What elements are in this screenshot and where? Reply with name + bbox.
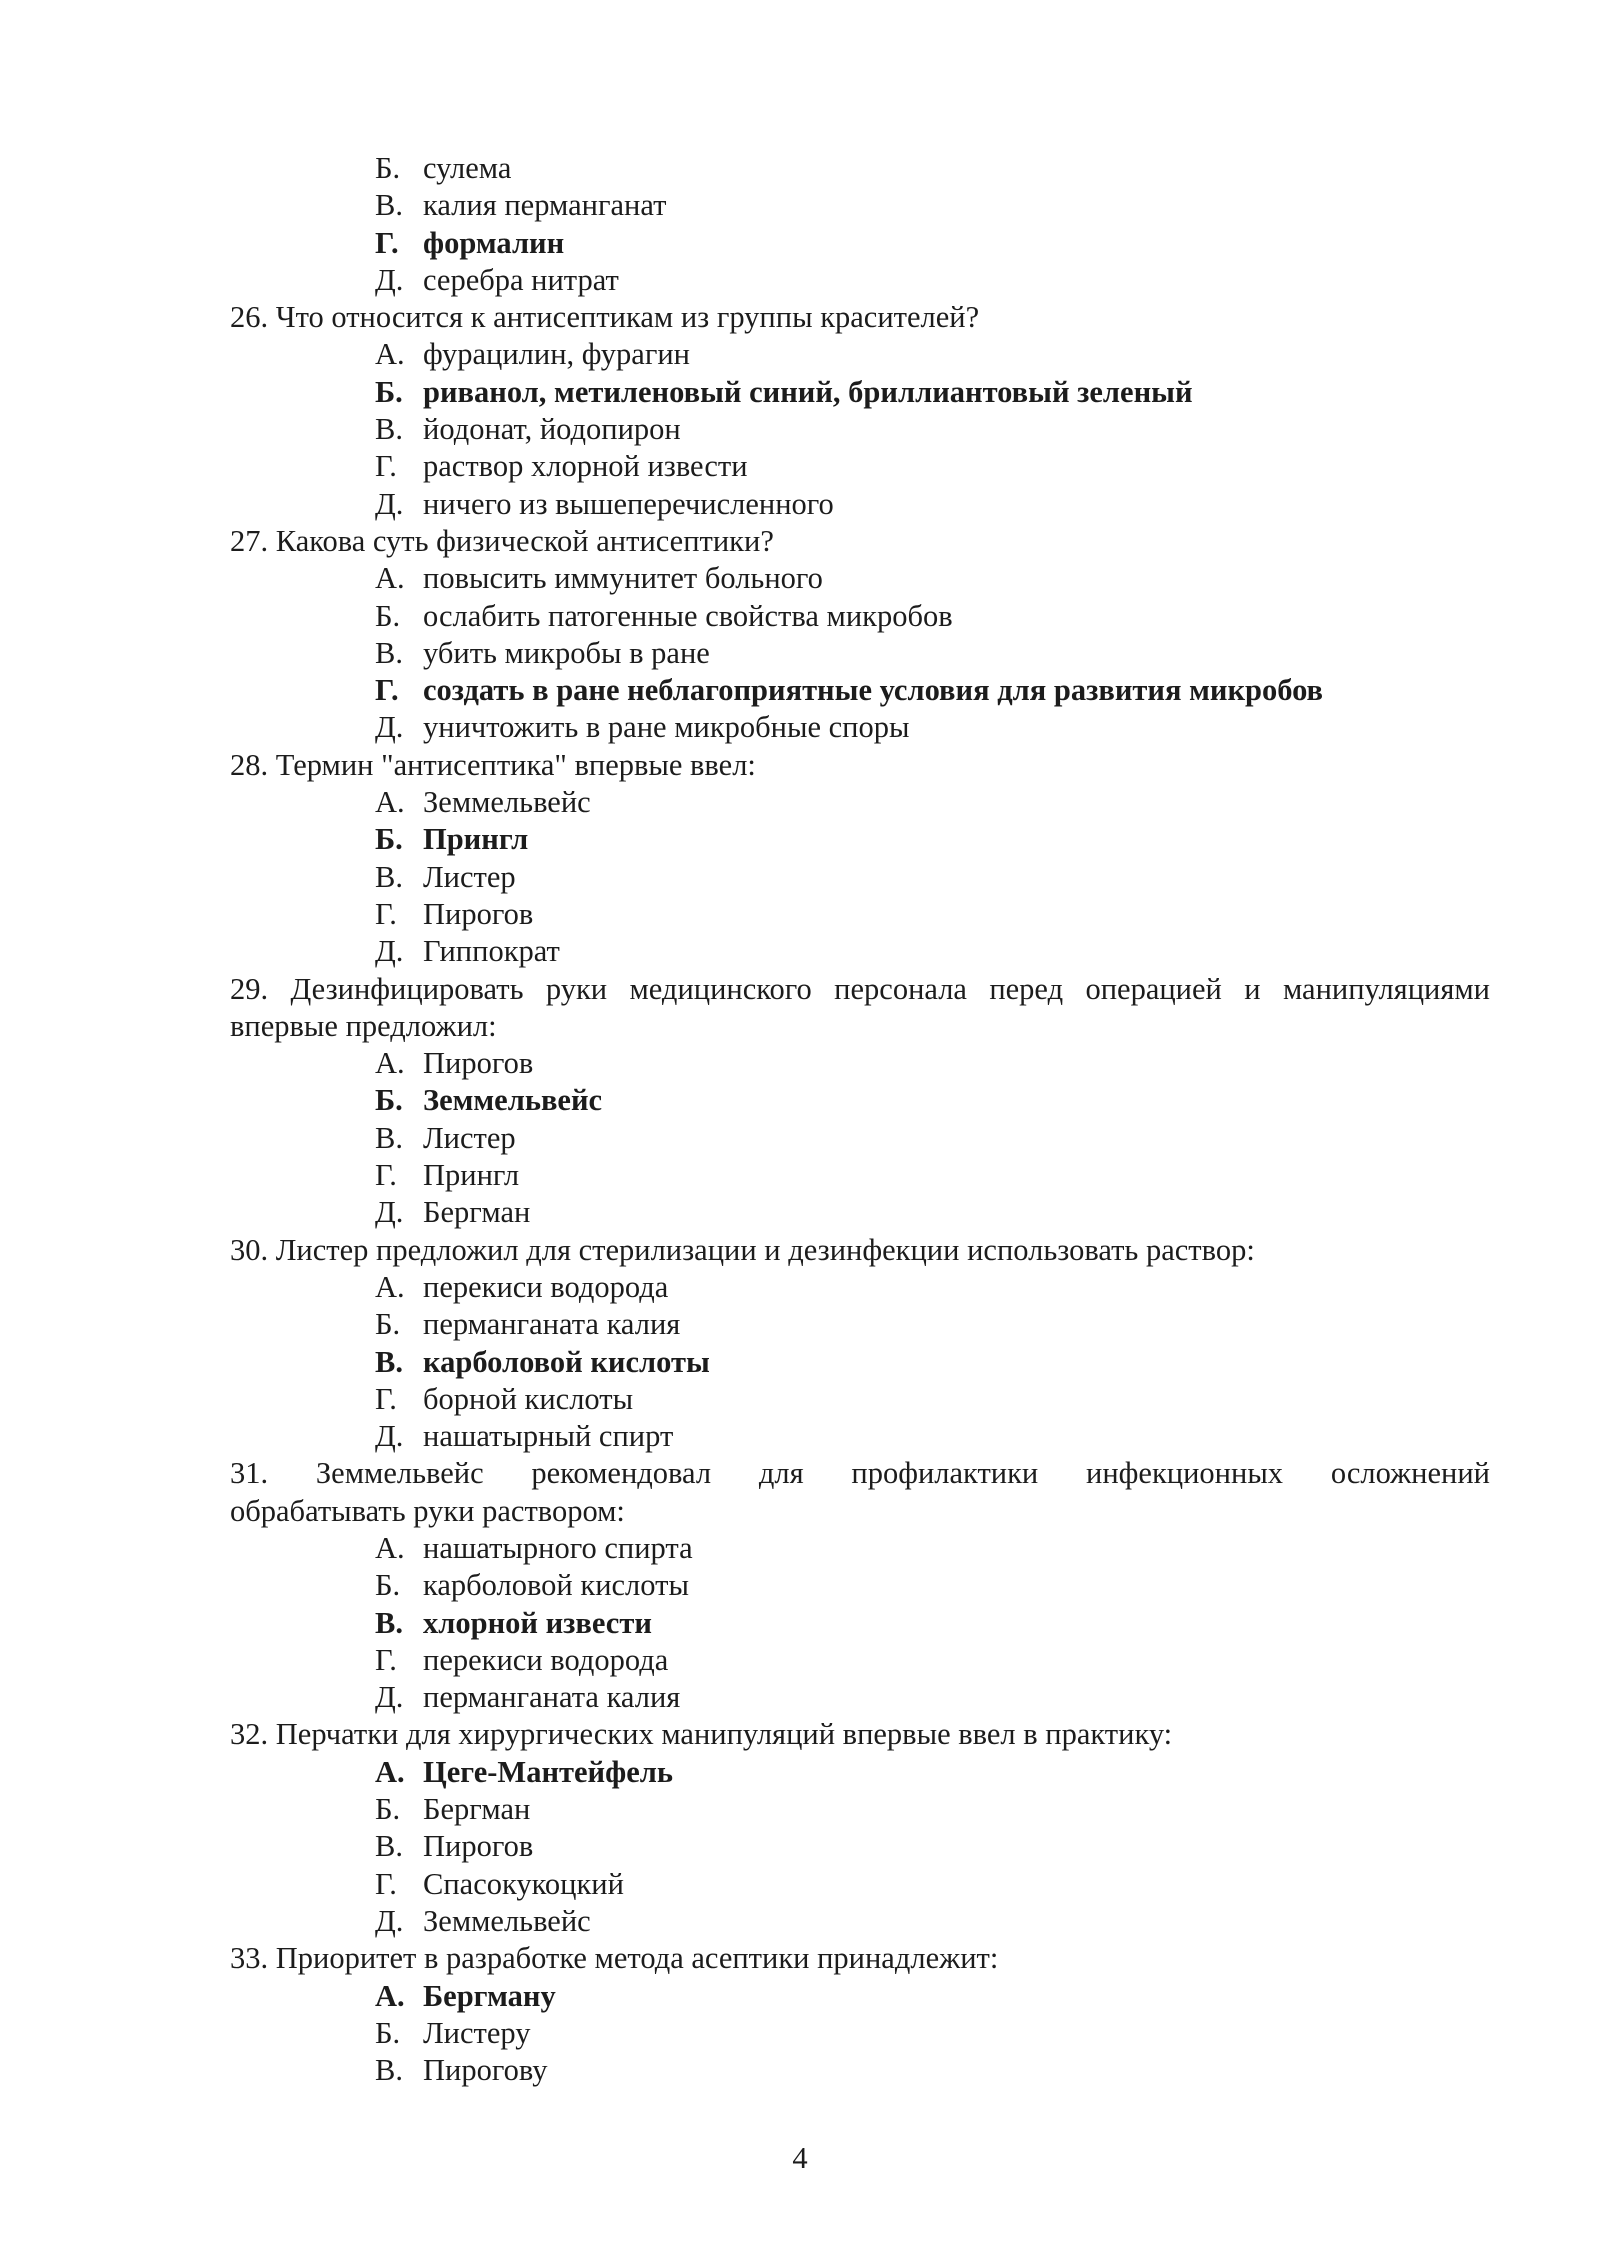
option-text: ничего из вышеперечисленного: [423, 486, 834, 521]
option-letter: А.: [375, 1046, 405, 1081]
option-text: перманганата калия: [423, 1680, 681, 1715]
option-letter: В.: [375, 412, 403, 447]
option-letter: Д.: [375, 934, 404, 969]
option-letter: Б.: [375, 822, 403, 857]
option-letter: А.: [375, 1978, 405, 2013]
option-letter: В.: [375, 1605, 403, 1640]
option-letter: Г.: [375, 1381, 397, 1416]
option-text: хлорной извести: [423, 1605, 652, 1640]
correct-answer-option: [230, 1754, 1490, 1791]
answer-option: [230, 1157, 1490, 1194]
answer-option: [230, 1120, 1490, 1157]
option-text: карболовой кислоты: [423, 1568, 689, 1603]
option-letter: Г.: [375, 225, 399, 260]
option-text: Земмельвейс: [423, 1083, 603, 1118]
answer-option: [230, 896, 1490, 933]
answer-option: [230, 262, 1490, 299]
option-text: Гиппократ: [423, 934, 560, 969]
answer-option: [230, 1381, 1490, 1418]
option-text: Пирогов: [423, 1829, 534, 1864]
question-text: 30. Листер предложил для стерилизации и дезинфекции использовать раствор:: [230, 1232, 1255, 1267]
answer-option: [230, 1045, 1490, 1082]
answer-option: [230, 1791, 1490, 1828]
option-letter: Д.: [375, 1419, 404, 1454]
option-text: борной кислоты: [423, 1381, 634, 1416]
option-text: Цеге-Мантейфель: [423, 1754, 673, 1789]
option-text: Листеру: [423, 2015, 531, 2050]
option-letter: Б.: [375, 1568, 401, 1603]
option-letter: Б.: [375, 1307, 401, 1342]
question-text-continuation: впервые предложил:: [230, 1008, 497, 1043]
answer-option: [230, 1903, 1490, 1940]
option-text: создать в ране неблагоприятные условия для развития микробов: [423, 673, 1324, 708]
option-letter: А.: [375, 785, 405, 820]
option-text: Пирогов: [423, 896, 534, 931]
answer-option: [230, 560, 1490, 597]
correct-answer-option: [230, 225, 1490, 262]
page-number: 4: [792, 2141, 808, 2175]
question-text: 33. Приоритет в разработке метода асептики принадлежит:: [230, 1941, 999, 1976]
option-text: перманганата калия: [423, 1307, 681, 1342]
correct-answer-option: [230, 1605, 1490, 1642]
correct-answer-option: [230, 374, 1490, 411]
question-text: 31. Земмельвейс рекомендовал для профилактики инфекционных осложнений: [230, 1456, 1490, 1491]
option-letter: В.: [375, 1829, 403, 1864]
option-text: перекиси водорода: [423, 1269, 669, 1304]
answer-option: [230, 1269, 1490, 1306]
option-text: карболовой кислоты: [423, 1344, 710, 1379]
option-text: нашатырного спирта: [423, 1530, 693, 1565]
option-letter: А.: [375, 561, 405, 596]
option-text: серебра нитрат: [423, 262, 619, 297]
question-text: 27. Какова суть физической антисептики?: [230, 523, 774, 558]
answer-option: [230, 598, 1490, 635]
option-text: Бергман: [423, 1792, 531, 1827]
question-text: 29. Дезинфицировать руки медицинского персонала перед операцией и манипуляциями: [230, 971, 1490, 1006]
option-letter: Б.: [375, 2015, 401, 2050]
option-text: Пирогов: [423, 1046, 534, 1081]
option-text: формалин: [423, 225, 565, 260]
option-letter: Д.: [375, 486, 404, 521]
question-list: [230, 150, 1490, 2089]
option-letter: Д.: [375, 1680, 404, 1715]
option-text: Земмельвейс: [423, 785, 591, 820]
option-letter: Б.: [375, 151, 401, 185]
option-text: Бергману: [423, 1978, 556, 2013]
option-letter: Б.: [375, 374, 403, 409]
option-letter: А.: [375, 337, 405, 372]
answer-option: [230, 1306, 1490, 1343]
answer-option: [230, 1828, 1490, 1865]
option-letter: В.: [375, 2053, 403, 2088]
answer-option: [230, 1194, 1490, 1231]
option-text: уничтожить в ране микробные споры: [423, 710, 910, 745]
option-letter: А.: [375, 1269, 405, 1304]
option-text: риванол, метиленовый синий, бриллиантовый зеленый: [423, 374, 1193, 409]
answer-option: [230, 1679, 1490, 1716]
answer-option: [230, 150, 1490, 187]
option-letter: Б.: [375, 1083, 403, 1118]
option-letter: А.: [375, 1530, 405, 1565]
option-text: Листер: [423, 1120, 516, 1155]
option-text: калия перманганат: [423, 188, 667, 223]
option-text: нашатырный спирт: [423, 1419, 674, 1454]
option-text: раствор хлорной извести: [423, 449, 748, 484]
option-text: Земмельвейс: [423, 1903, 591, 1938]
answer-option: [230, 635, 1490, 672]
answer-option: [230, 486, 1490, 523]
question-text-continuation: обрабатывать руки раствором:: [230, 1493, 625, 1528]
option-letter: В.: [375, 635, 403, 670]
correct-answer-option: [230, 1344, 1490, 1381]
option-text: убить микробы в ране: [423, 635, 710, 670]
option-letter: В.: [375, 188, 403, 223]
answer-option: [230, 336, 1490, 373]
option-letter: Г.: [375, 1158, 397, 1193]
answer-option: [230, 784, 1490, 821]
option-text: повысить иммунитет больного: [423, 561, 823, 596]
option-text: Бергман: [423, 1195, 531, 1230]
option-text: Пирогову: [423, 2053, 548, 2088]
option-text: йодонат, йодопирон: [423, 412, 681, 447]
question-text: 32. Перчатки для хирургических манипуляций впервые ввел в практику:: [230, 1717, 1173, 1752]
answer-option: [230, 1567, 1490, 1604]
option-letter: Д.: [375, 1195, 404, 1230]
option-letter: В.: [375, 1120, 403, 1155]
answer-option: [230, 1418, 1490, 1455]
answer-option: [230, 2015, 1490, 2052]
option-letter: Б.: [375, 1792, 401, 1827]
answer-option: [230, 1530, 1490, 1567]
question-text: 28. Термин "антисептика" впервые ввел:: [230, 747, 756, 782]
answer-option: [230, 1866, 1490, 1903]
option-text: сулема: [423, 151, 512, 185]
option-text: Спасокукоцкий: [423, 1866, 624, 1901]
option-letter: Г.: [375, 896, 397, 931]
option-text: Прингл: [423, 822, 529, 857]
option-text: перекиси водорода: [423, 1642, 669, 1677]
option-text: Прингл: [423, 1158, 520, 1193]
option-letter: Д.: [375, 710, 404, 745]
option-letter: В.: [375, 859, 403, 894]
correct-answer-option: [230, 1082, 1490, 1119]
answer-option: [230, 411, 1490, 448]
option-text: ослабить патогенные свойства микробов: [423, 598, 953, 633]
answer-option: [230, 859, 1490, 896]
option-letter: Г.: [375, 673, 399, 708]
answer-option: [230, 448, 1490, 485]
option-letter: Д.: [375, 262, 404, 297]
correct-answer-option: [230, 1978, 1490, 2015]
answer-option: [230, 2052, 1490, 2089]
option-letter: Г.: [375, 1642, 397, 1677]
option-text: фурацилин, фурагин: [423, 337, 690, 372]
correct-answer-option: [230, 821, 1490, 858]
option-letter: Б.: [375, 598, 401, 633]
option-letter: Г.: [375, 449, 397, 484]
answer-option: [230, 1642, 1490, 1679]
question-text: 26. Что относится к антисептикам из группы красителей?: [230, 300, 980, 335]
answer-option: [230, 187, 1490, 224]
answer-option: [230, 933, 1490, 970]
option-letter: А.: [375, 1754, 405, 1789]
option-letter: В.: [375, 1344, 403, 1379]
option-letter: Д.: [375, 1903, 404, 1938]
option-text: Листер: [423, 859, 516, 894]
answer-option: [230, 709, 1490, 746]
correct-answer-option: [230, 672, 1490, 709]
option-letter: Г.: [375, 1866, 397, 1901]
